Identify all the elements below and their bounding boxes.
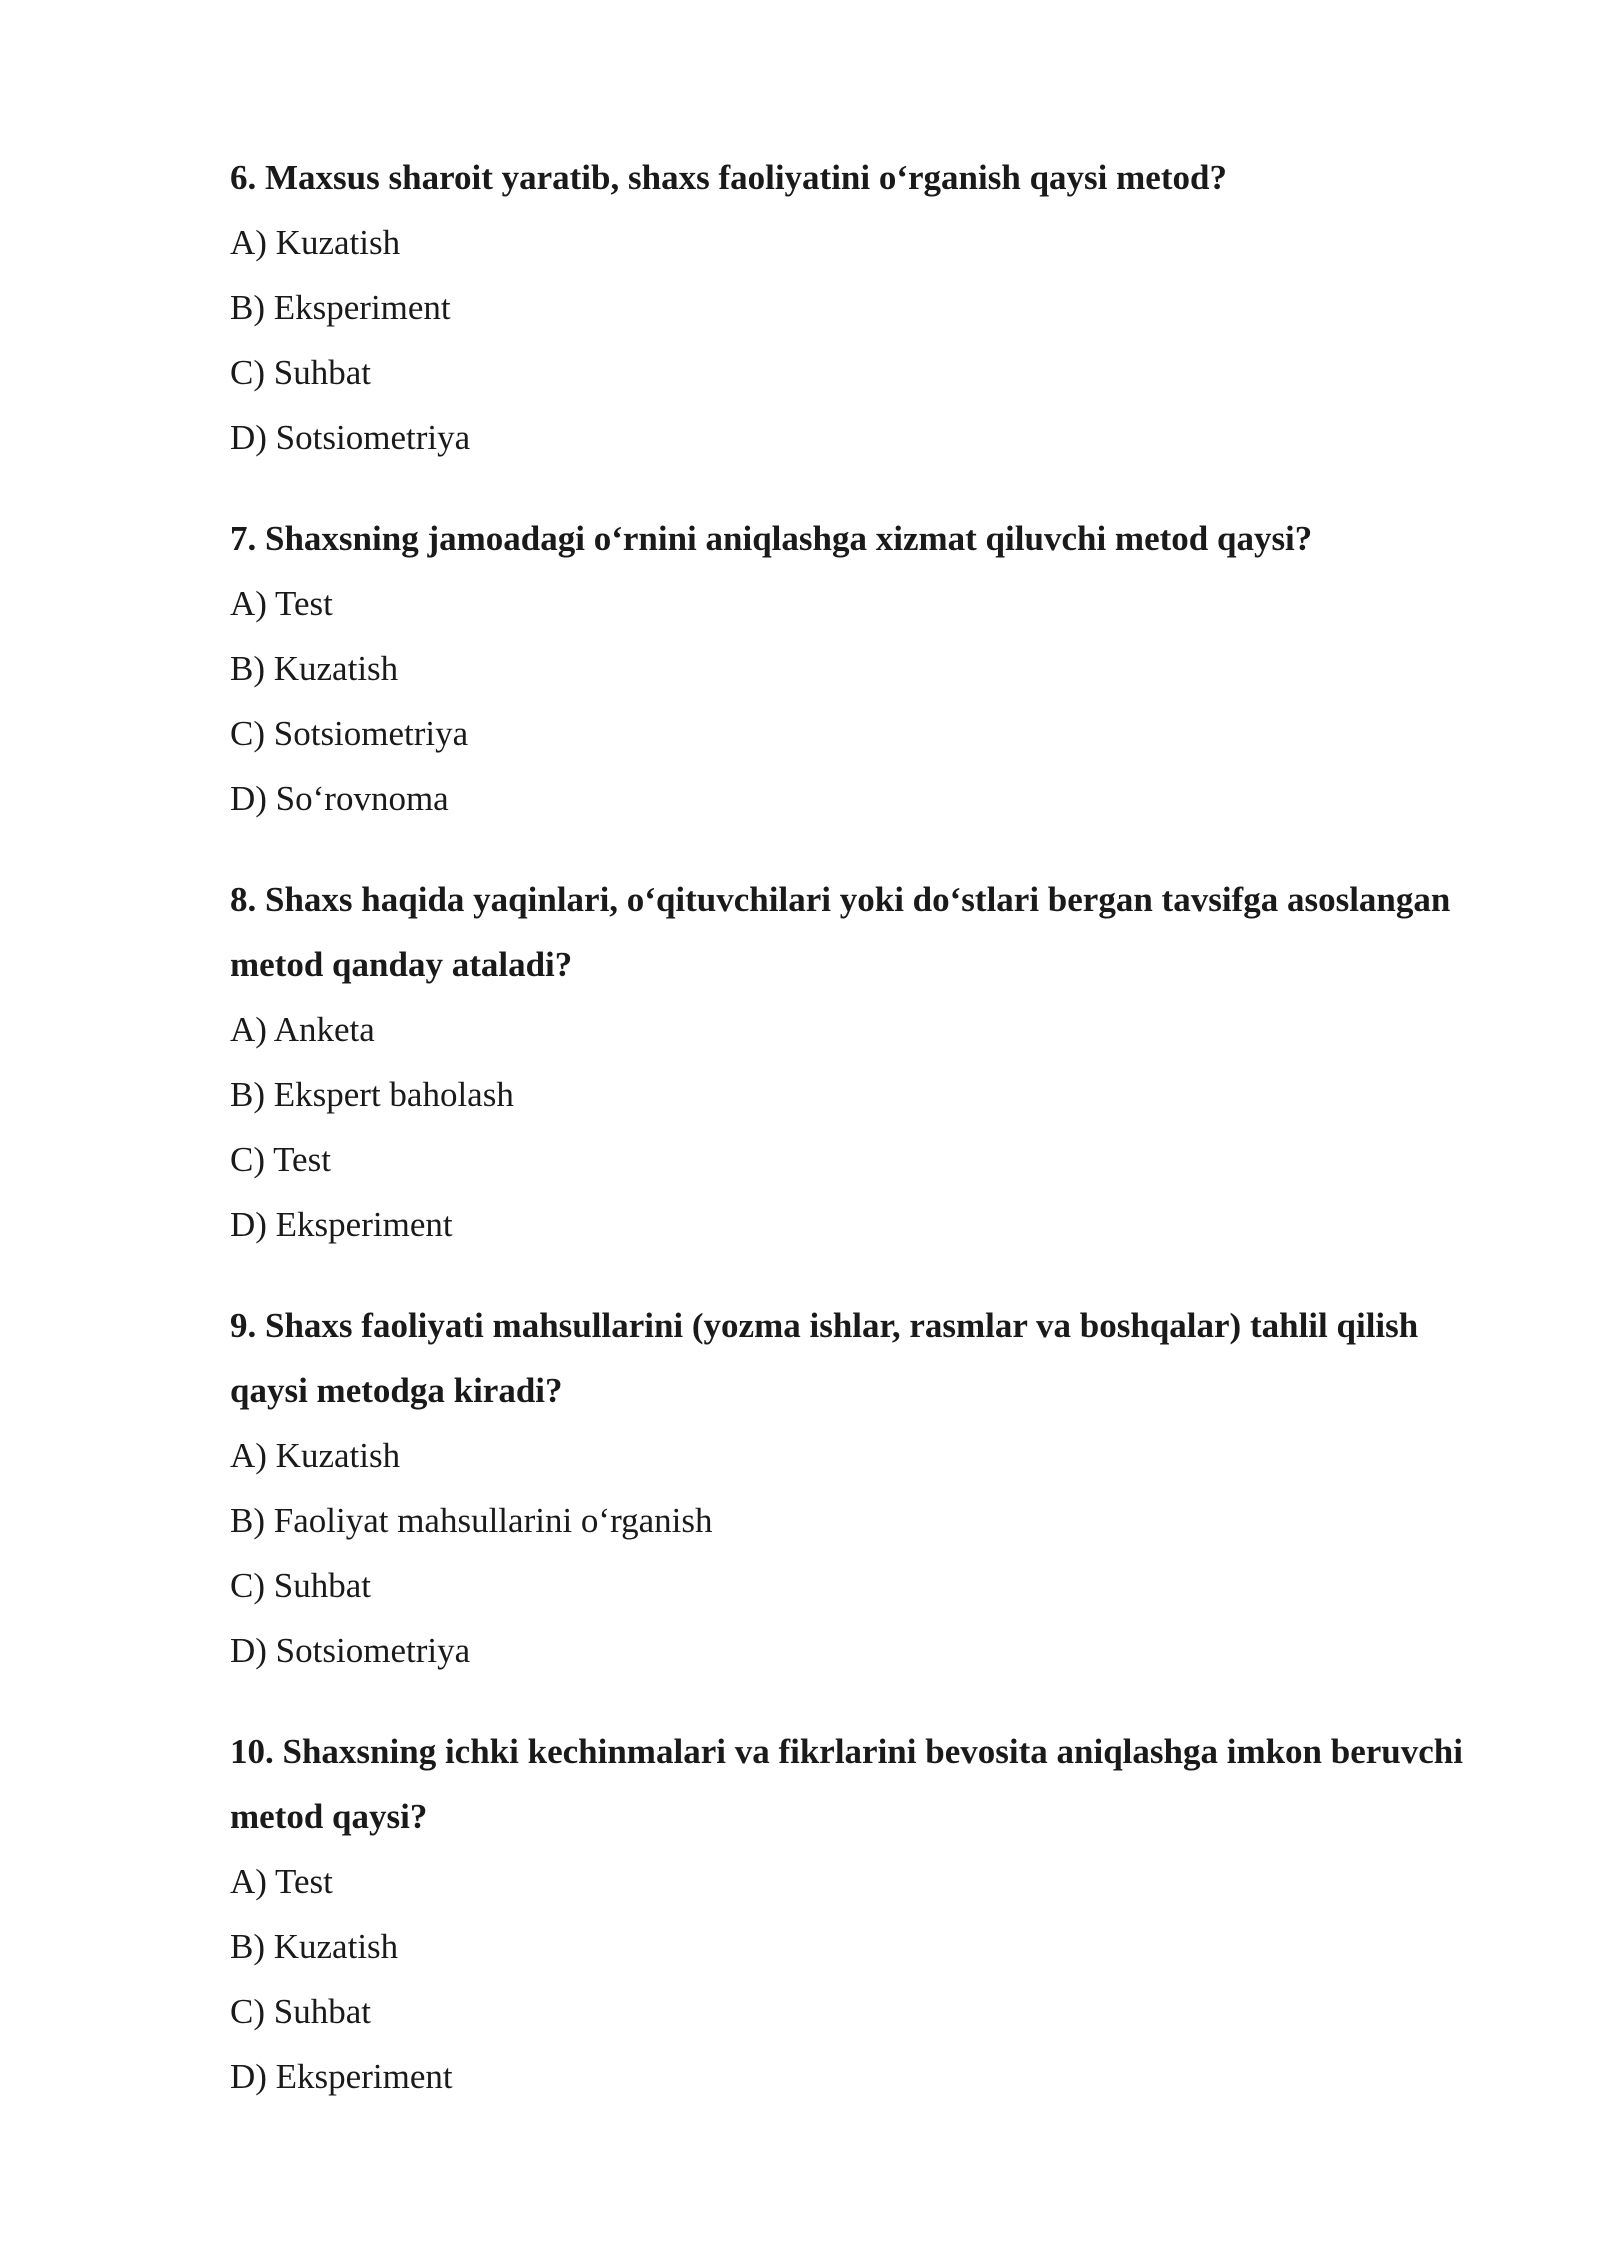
option-c: C) Test bbox=[230, 1140, 331, 1179]
option-c: C) Suhbat bbox=[230, 353, 371, 392]
question-10 bbox=[230, 1719, 1470, 2109]
question-8 bbox=[230, 867, 1470, 1257]
option-d: D) Eksperiment bbox=[230, 2057, 453, 2096]
question-6 bbox=[230, 145, 1470, 470]
options-list bbox=[230, 210, 1470, 470]
question-text: 8. Shaxs haqida yaqinlari, o‘qituvchilari yoki do‘stlari bergan tavsifga asoslangan metod qanday ataladi? bbox=[230, 880, 1451, 984]
question-text: 7. Shaxsning jamoadagi o‘rnini aniqlashga xizmat qiluvchi metod qaysi? bbox=[230, 519, 1313, 558]
question-text: 9. Shaxs faoliyati mahsullarini (yozma ishlar, rasmlar va boshqalar) tahlil qilish qaysi metodga kiradi? bbox=[230, 1306, 1419, 1410]
option-b: B) Kuzatish bbox=[230, 649, 399, 688]
options-list bbox=[230, 571, 1470, 831]
options-list bbox=[230, 1423, 1470, 1683]
option-a: A) Test bbox=[230, 584, 333, 623]
options-list bbox=[230, 1849, 1470, 2109]
option-b: B) Ekspert baholash bbox=[230, 1075, 514, 1114]
question-text: 6. Maxsus sharoit yaratib, shaxs faoliyatini o‘rganish qaysi metod? bbox=[230, 158, 1227, 197]
option-b: B) Eksperiment bbox=[230, 288, 451, 327]
option-d: D) Sotsiometriya bbox=[230, 1631, 471, 1670]
option-d: D) So‘rovnoma bbox=[230, 779, 449, 818]
option-c: C) Suhbat bbox=[230, 1566, 371, 1605]
option-c: C) Suhbat bbox=[230, 1992, 371, 2031]
question-9 bbox=[230, 1293, 1470, 1683]
question-text: 10. Shaxsning ichki kechinmalari va fikrlarini bevosita aniqlashga imkon beruvchi metod qaysi? bbox=[230, 1732, 1463, 1836]
document-page bbox=[230, 145, 1470, 2145]
option-d: D) Eksperiment bbox=[230, 1205, 453, 1244]
option-a: A) Test bbox=[230, 1862, 333, 1901]
option-b: B) Kuzatish bbox=[230, 1927, 399, 1966]
option-a: A) Anketa bbox=[230, 1010, 375, 1049]
option-a: A) Kuzatish bbox=[230, 1436, 401, 1475]
question-7 bbox=[230, 506, 1470, 831]
option-b: B) Faoliyat mahsullarini o‘rganish bbox=[230, 1501, 713, 1540]
option-a: A) Kuzatish bbox=[230, 223, 401, 262]
options-list bbox=[230, 997, 1470, 1257]
option-d: D) Sotsiometriya bbox=[230, 418, 471, 457]
option-c: C) Sotsiometriya bbox=[230, 714, 469, 753]
